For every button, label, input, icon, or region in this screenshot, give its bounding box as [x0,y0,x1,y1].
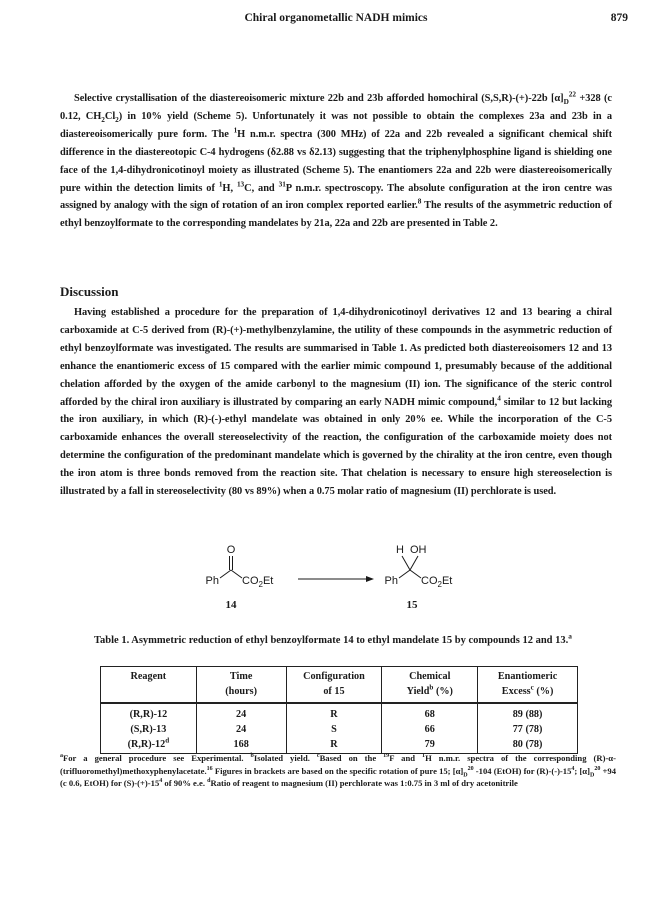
running-title: Chiral organometallic NADH mimics [244,12,428,24]
cell-config: R [286,737,382,754]
cell-time: 168 [196,737,286,754]
cell-time: 24 [196,722,286,737]
table-header-row [101,667,578,685]
col-header-enantiomeric: Enantiomeric [478,667,578,685]
structure-14 [206,544,274,611]
col-header-reagent: Reagent [101,667,197,685]
cell-reagent: (R,R)-12 [101,703,197,722]
cell-yield: 66 [382,722,478,737]
cell-ee: 80 (78) [478,737,578,754]
table-footnotes: $^a$For a general procedure see Experimental. $^b$Isolated yield. $^c$Based on the $^{19}$F and $^1$H n.m.r. spectra of the corresponding (R)-α-(trifluoromethyl)methoxyphenylacetate.$^{16}$ Figures in brackets are based on the specific rotation of pure 15; $[\alpha]_D^{20}$ -104 (EtOH) for $(R)-(-)-15^4$; $[\alpha]_D^{20} +94$ (c 0.6, EtOH) for $(S)-(+)-15^4$ of 90% e.e. $^d$Ratio of reagent to magnesium (II) perchlorate was 1:0.75 in 3 ml of dry acetonitrile [60,753,617,789]
phenyl-label: Ph [205,575,219,587]
cell-ee: 89 (88) [478,703,578,722]
paragraph-discussion: Having established a procedure for the preparation of 1,4-dihydronicotinoyl derivatives 12 and 13 bearing a chiral carboxamide at C-5 derived from (R)-(+)-methylbenzylamine, the utility of these compounds in the asymmetric reduction of ethyl benzoylformate was investigated. The results are summarised in Table 1. As predicted both diastereoisomers 12 and 13 enhance the enantiomeric excess of 15 compared with the earlier mimic compound 1, presumably because of the additional chelation afforded by the oxygen of the amide carbonyl to the magnesium (II) ion. The significance of the steric control afforded by the chiral iron auxiliary is illustrated by comparing an early NADH mimic compound,$^4$ similar to 12 but lacking the iron auxiliary, in which (R)-(-)-ethyl mandelate was obtained in only 20% ee. While the incorporation of the C-5 carboxamide enhances the overall stereoselectivity of the reaction, the configuration of the carboxamide moiety does not determine the configuration of the predominant mandelate which is governed by the chirality at the iron centre, even though the iron atom is three bonds removed from the reaction site. That chelation is necessary to ensure high stereoselection is illustrated by a fall in stereoselectivity (80 vs 89%) when a 0.75 molar ratio of magnesium (II) perchlorate is used. [60,307,613,498]
hydrogen-label: H [396,544,404,556]
page-number: 879 [610,12,628,24]
compound-label-14: 14 [225,599,237,611]
section-heading-discussion: Discussion [60,284,119,299]
table-header-row-2 [101,684,578,703]
cell-config: R [286,703,382,722]
phenyl-label-2: Ph [384,575,398,587]
cell-time: 24 [196,703,286,722]
ester-label-2: $CO_2Et$ [421,575,453,589]
col-subheader-excess: Excess$^c$ (%) [478,684,578,703]
col-header-time: Time [196,667,286,685]
cell-reagent: (R,R)-12$^d$ [101,737,197,754]
reaction-scheme [190,540,490,620]
reaction-arrow [298,576,374,582]
col-subheader-yield: Yield$^b$ (%) [382,684,478,703]
cell-reagent: (S,R)-13 [101,722,197,737]
results-table [100,666,578,754]
bond-c-ester [231,570,242,578]
bond-ph-c [220,570,231,578]
col-subheader-of15: of 15 [286,684,382,703]
compound-label-15: 15 [406,599,418,611]
bond-c2-ester [410,570,421,578]
carbonyl-oxygen: O [226,544,236,556]
cell-yield: 68 [382,703,478,722]
table-row [101,722,578,737]
cell-yield: 79 [382,737,478,754]
table-caption: Table 1. Asymmetric reduction of ethyl benzoylformate 14 to ethyl mandelate 15 by compounds 12 and 13.$^a$ [94,631,572,646]
bond-c-h [402,556,410,570]
bond-ph-c2 [399,570,410,578]
col-subheader-reagent [101,684,197,703]
cell-config: S [286,722,382,737]
structure-15 [385,544,453,611]
paragraph-crystallisation: Selective crystallisation of the diastereoisomeric mixture 22b and 23b afforded homochiral (S,S,R)-(+)-22b $[\alpha]_D^{22} +328$ (c 0.12, $CH_2Cl_2$) in 10% yield (Scheme 5). Unfortunately it was not possible to obtain the complexes 23a and 23b in a diastereoisomerically pure form. The $^1$H n.m.r. spectra (300 MHz) of 22a and 22b revealed a significant chemical shift difference in the diastereotopic C-4 hydrogens (δ2.88 vs δ2.13) suggesting that the triphenylphosphine ligand is shielding one face of the 1,4-dihydronicotinoyl moiety as illustrated (Scheme 5). The enantiomers 22a and 22b were diastereoisomerically pure within the detection limits of $^1$H, $^{13}$C, and $^{31}$P n.m.r. spectroscopy. The absolute configuration at the iron centre was assigned by analogy with the sign of rotation of an iron complex reported earlier.$^8$ The results of the asymmetric reduction of ethyl benzoylformate to the corresponding mandelates by 21a, 22a and 22b are presented in Table 2. [60,90,613,230]
col-header-configuration: Configuration [286,667,382,685]
col-subheader-hours: (hours) [196,684,286,703]
col-header-chemical: Chemical [382,667,478,685]
hydroxyl-label: OH [410,544,427,556]
table-row [101,703,578,722]
ester-label: $CO_2Et$ [242,575,274,589]
cell-ee: 77 (78) [478,722,578,737]
bond-c-oh [410,556,418,570]
